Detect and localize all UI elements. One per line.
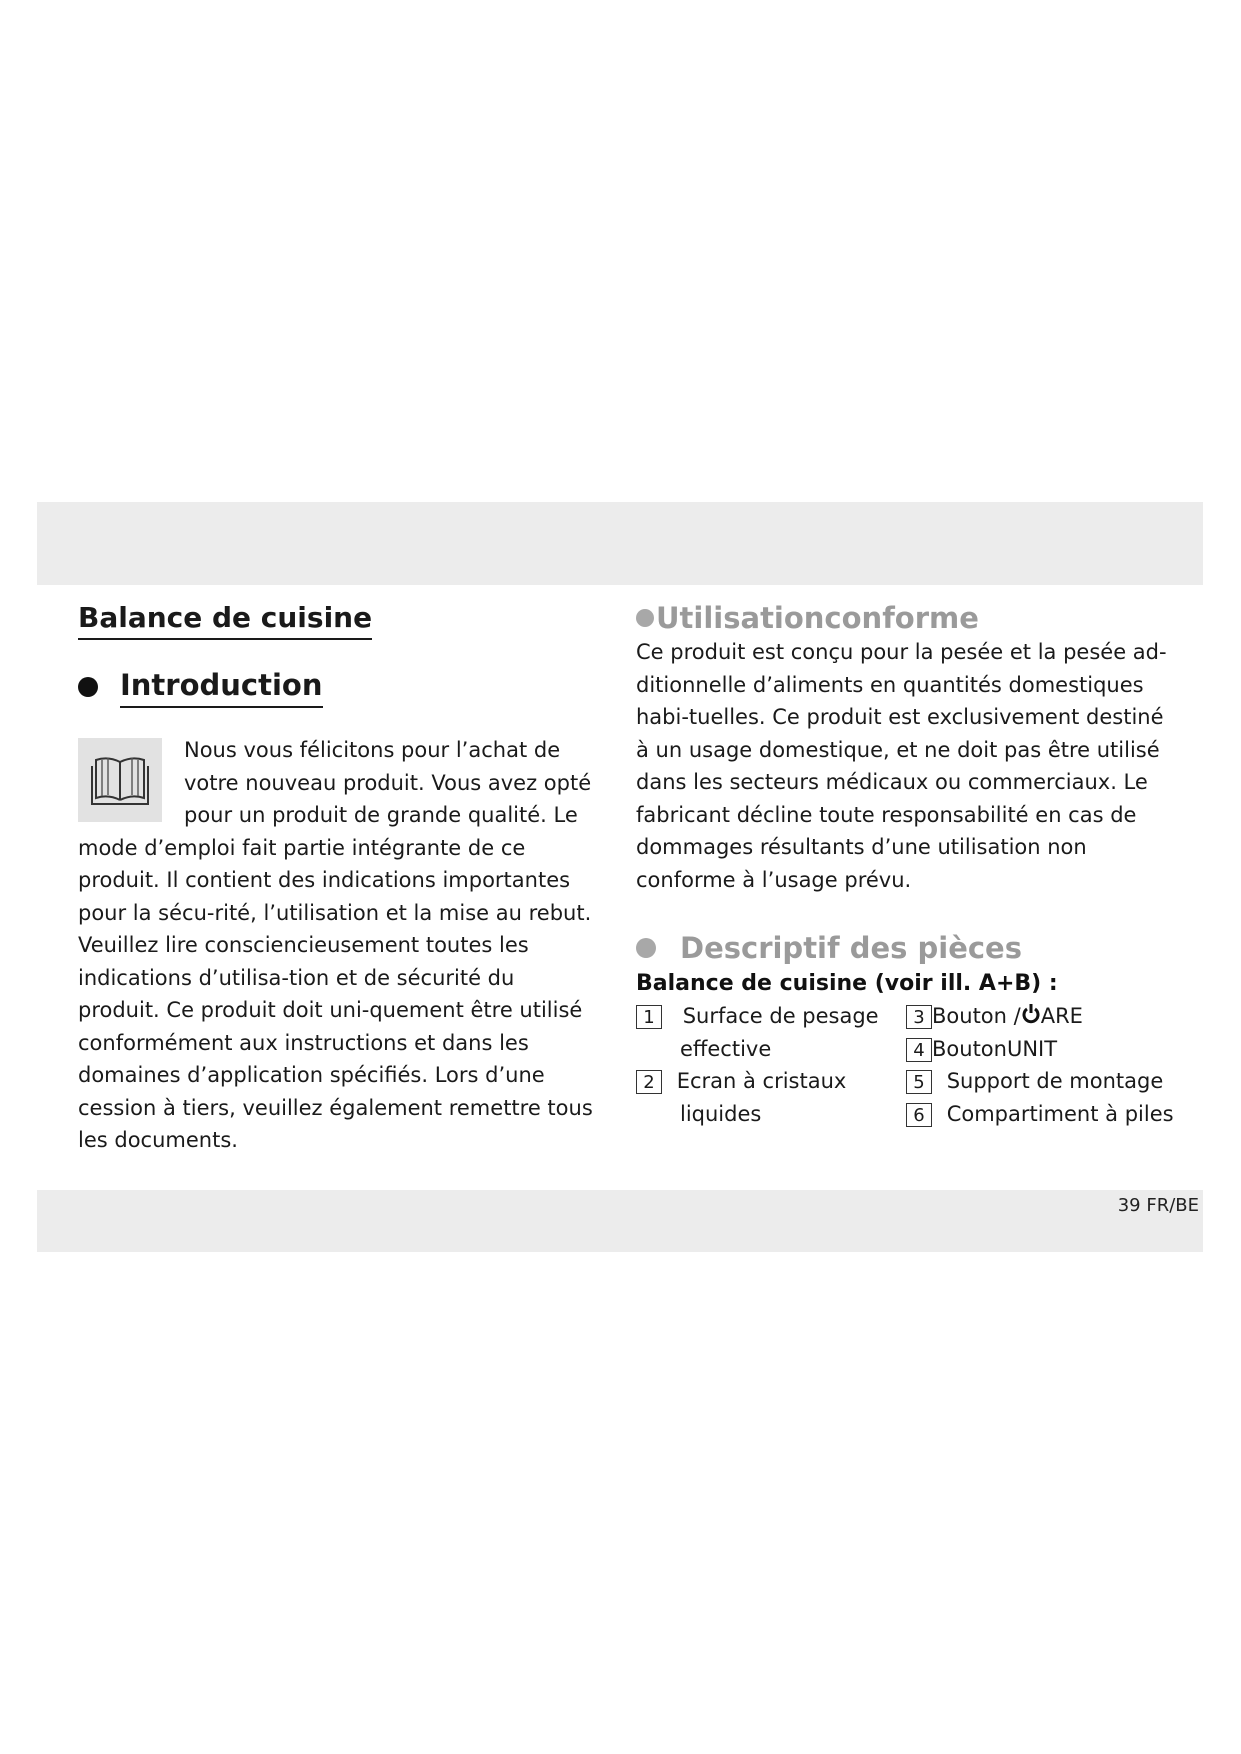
list-item [906,1065,1163,1098]
bullet-icon [78,677,98,697]
part-label-line2: effective [680,1036,772,1061]
part-number: 1 [636,1005,662,1029]
descriptif-heading: Descriptif des pièces [680,931,1022,965]
list-item-continuation [680,1033,771,1066]
part-number: 4 [906,1038,932,1062]
list-item [636,1000,879,1033]
introduction-heading-row [78,666,598,708]
list-item [906,1098,1174,1131]
utilisation-heading-row [636,600,1176,636]
bullet-icon [636,938,656,958]
part-label: Surface de pesage [682,1004,879,1028]
part-number: 2 [636,1070,662,1094]
open-book-icon [78,738,162,822]
utilisation-paragraph: Ce produit est conçu pour la pesée et la pesée ad-ditionnelle d’aliments en quantités domestiques habi-tuelles. Ce produit est exclusivement destiné à un usage domestique, et ne doit pas être utilisé dans les secteurs médicaux ou commerciaux. Le fabricant décline toute responsabilité en cas de dommages résultants d’une utilisation non conforme à l’usage prévu. [636,640,1167,892]
parts-subheading: Balance de cuisine (voir ill. A+B) : [636,971,1058,996]
introduction-block [78,734,598,1157]
part-number: 3 [906,1005,932,1029]
right-column [636,600,1176,1140]
list-item-continuation [680,1098,761,1131]
footer-band [37,1190,1203,1252]
part-label: Compartiment à piles [946,1101,1174,1126]
descriptif-heading-row [636,930,1176,966]
page-title: Balance de cuisine [78,600,372,640]
power-icon [1021,1002,1041,1035]
utilisation-heading: Utilisationconforme [656,601,979,635]
part-number: 5 [906,1070,932,1094]
part-label: BoutonUNIT [932,1036,1058,1061]
list-item [906,1033,1057,1066]
list-item [636,1065,846,1098]
parts-list [636,1000,1176,1140]
header-band [37,502,1203,585]
left-column [78,600,598,1157]
bullet-icon [636,609,654,627]
part-label: Ecran à cristaux [676,1069,847,1093]
part-label-line2: liquides [680,1101,762,1126]
part-number: 6 [906,1103,932,1127]
introduction-paragraph: Nous vous félicitons pour l’achat de votre nouveau produit. Vous avez opté pour un produit de grande qualité. Le mode d’emploi fait partie intégrante de ce produit. Il contient des indications importantes pour la sécu-rité, l’utilisation et la mise au rebut. Veuillez lire consciencieusement toutes les indications d’utilisa-tion et de sécurité du produit. Ce produit doit uni-quement être utilisé conformément aux instructions et dans les domaines d’application spécifiés. Lors d’une cession à tiers, veuillez également remettre tous les documents. [78,738,593,1152]
introduction-heading: Introduction [120,666,323,708]
part-label-prefix: Bouton / [932,1004,1021,1028]
part-label-suffix: ARE [1040,1004,1083,1028]
part-label: Support de montage [946,1069,1164,1093]
page-number: 39 FR/BE [1117,1195,1199,1216]
list-item [906,1000,1083,1035]
